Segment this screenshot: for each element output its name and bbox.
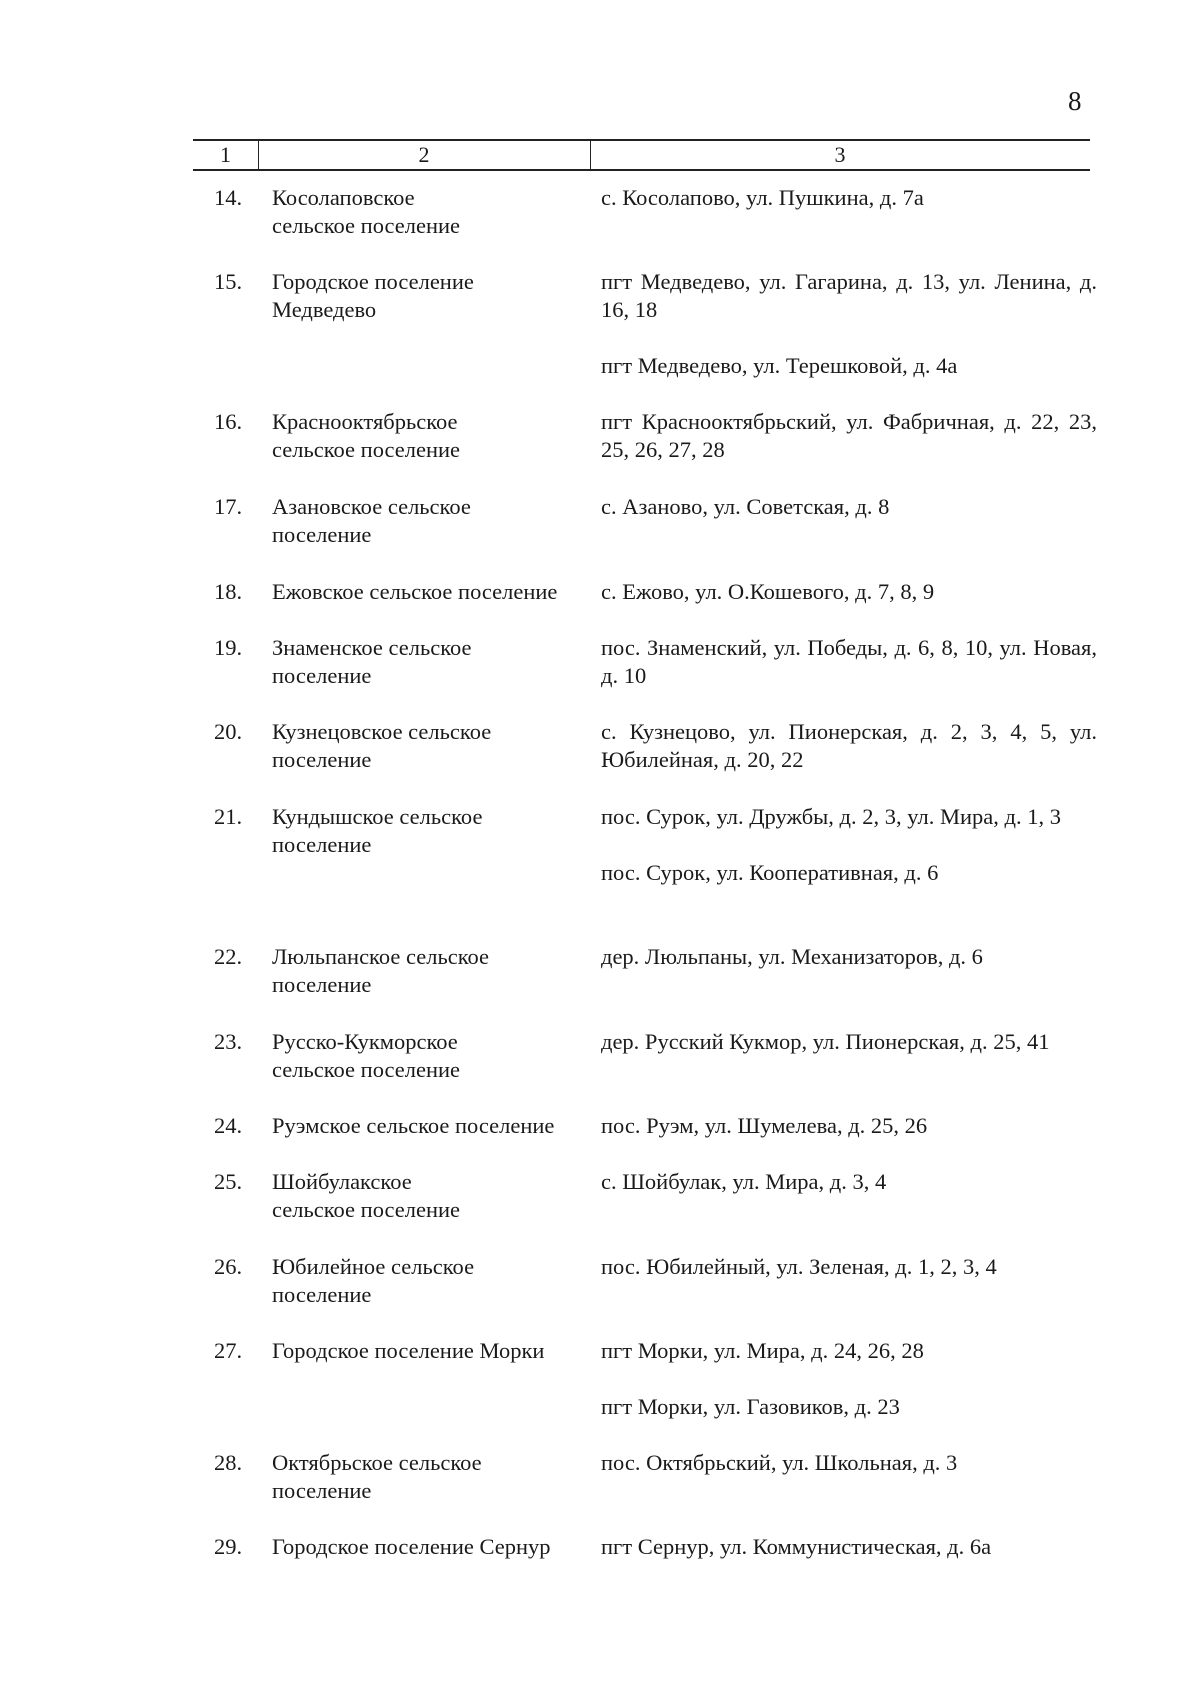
address-line: пос. Юбилейный, ул. Зеленая, д. 1, 2, 3, 4	[601, 1254, 997, 1279]
settlement-name: Шойбулакское сельское поселение	[272, 1169, 461, 1222]
settlement-name: Октябрьское сельское поселение	[272, 1450, 482, 1503]
row-number: 15.	[214, 269, 243, 294]
settlement-name: Городское поселение Морки	[272, 1338, 545, 1363]
settlement-name: Городское поселение Медведево	[272, 269, 474, 322]
header-bottom-rule	[193, 169, 1090, 171]
address-line: пгт Медведево, ул. Гагарина, д. 13, ул. Ленина, д. 16, 18	[601, 269, 1097, 322]
header-col-2: 2	[418, 142, 430, 167]
settlement-name: Городское поселение Сернур	[272, 1534, 551, 1559]
address-line: пос. Знаменский, ул. Победы, д. 6, 8, 10, ул. Новая, д. 10	[601, 635, 1097, 688]
settlement-name: Косолаповское сельское поселение	[272, 185, 461, 238]
address-line: пос. Руэм, ул. Шумелева, д. 25, 26	[601, 1113, 928, 1138]
address-line: пос. Сурок, ул. Кооперативная, д. 6	[601, 860, 939, 885]
settlement-name: Кундышское сельское поселение	[272, 804, 483, 857]
settlement-name: Азановское сельское поселение	[272, 494, 471, 547]
address-line: дер. Люльпаны, ул. Механизаторов, д. 6	[601, 944, 983, 969]
settlement-name: Люльпанское сельское поселение	[272, 944, 490, 997]
row-number: 21.	[214, 804, 243, 829]
row-number: 25.	[214, 1169, 243, 1194]
address-line: пгт Медведево, ул. Терешковой, д. 4а	[601, 353, 958, 378]
row-number: 27.	[214, 1338, 243, 1363]
address-cell	[601, 1112, 1097, 1140]
address-cell	[601, 634, 1097, 690]
address-line: с. Кузнецово, ул. Пионерская, д. 2, 3, 4, 5, ул. Юбилейная, д. 20, 22	[601, 719, 1097, 772]
address-cell	[601, 1168, 1097, 1196]
settlement-name: Кузнецовское сельское поселение	[272, 719, 492, 772]
address-cell	[601, 493, 1097, 521]
row-number: 26.	[214, 1254, 243, 1279]
row-number: 17.	[214, 494, 243, 519]
row-number: 19.	[214, 635, 243, 660]
address-cell	[601, 1449, 1097, 1477]
address-cell	[601, 184, 1097, 212]
header-top-rule	[193, 139, 1090, 141]
settlement-name: Краснооктябрьское сельское поселение	[272, 409, 461, 462]
settlement-name: Юбилейное сельское поселение	[272, 1254, 475, 1307]
row-number: 29.	[214, 1534, 243, 1559]
address-cell	[601, 1533, 1097, 1561]
settlement-name: Русско-Кукморское сельское поселение	[272, 1029, 461, 1082]
row-number: 22.	[214, 944, 243, 969]
address-cell	[601, 578, 1097, 606]
header-col-3: 3	[834, 142, 846, 167]
address-cell	[601, 1028, 1097, 1056]
address-line: с. Шойбулак, ул. Мира, д. 3, 4	[601, 1169, 887, 1194]
row-number: 16.	[214, 409, 243, 434]
row-number: 23.	[214, 1029, 243, 1054]
address-line: пгт Краснооктябрьский, ул. Фабричная, д. 22, 23, 25, 26, 27, 28	[601, 409, 1097, 462]
row-number: 14.	[214, 185, 243, 210]
address-line: с. Азаново, ул. Советская, д. 8	[601, 494, 890, 519]
address-cell	[601, 268, 1097, 380]
address-cell	[601, 718, 1097, 774]
address-cell	[601, 1337, 1097, 1421]
address-line: с. Ежово, ул. О.Кошевого, д. 7, 8, 9	[601, 579, 935, 604]
address-cell	[601, 1253, 1097, 1281]
header-col-1: 1	[220, 142, 231, 167]
address-line: пос. Сурок, ул. Дружбы, д. 2, 3, ул. Мира, д. 1, 3	[601, 804, 1061, 829]
row-number: 20.	[214, 719, 243, 744]
address-cell	[601, 803, 1097, 887]
address-line: с. Косолапово, ул. Пушкина, д. 7а	[601, 185, 924, 210]
row-number: 28.	[214, 1450, 243, 1475]
settlement-name: Знаменское сельское поселение	[272, 635, 472, 688]
address-cell	[601, 408, 1097, 464]
address-line: пгт Морки, ул. Газовиков, д. 23	[601, 1394, 900, 1419]
row-number: 18.	[214, 579, 243, 604]
address-cell	[601, 943, 1097, 971]
address-line: пгт Сернур, ул. Коммунистическая, д. 6а	[601, 1534, 992, 1559]
address-line: дер. Русский Кукмор, ул. Пионерская, д. 25, 41	[601, 1029, 1050, 1054]
address-line: пгт Морки, ул. Мира, д. 24, 26, 28	[601, 1338, 924, 1363]
row-number: 24.	[214, 1113, 243, 1138]
settlement-name: Ежовское сельское поселение	[272, 579, 558, 604]
page-number: 8	[1068, 86, 1082, 116]
address-line: пос. Октябрьский, ул. Школьная, д. 3	[601, 1450, 958, 1475]
settlement-name: Руэмское сельское поселение	[272, 1113, 555, 1138]
